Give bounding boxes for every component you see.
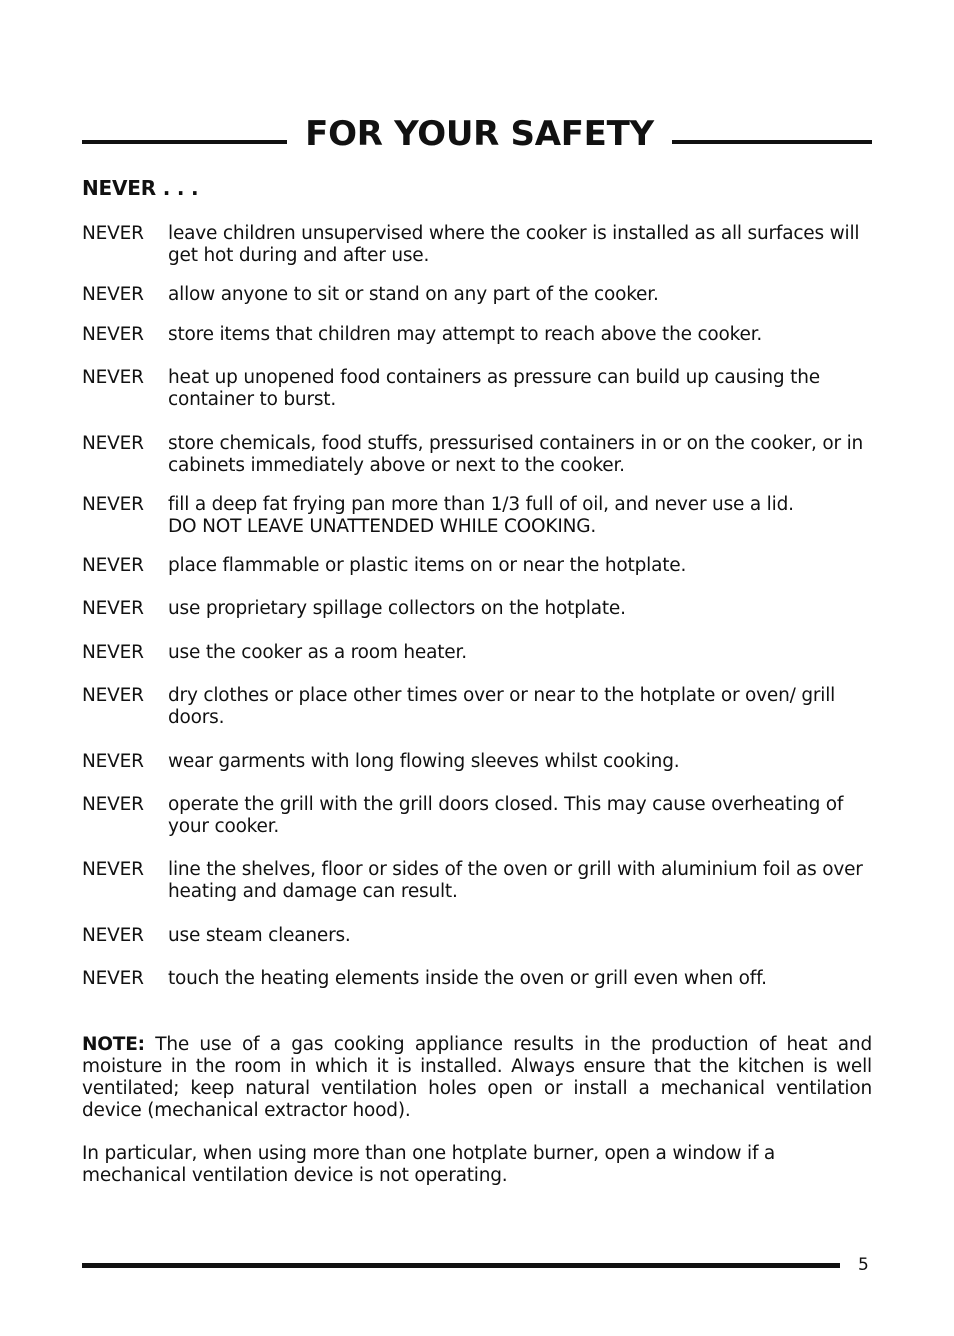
- page-number: 5: [858, 1255, 869, 1275]
- ventilation-paragraph: In particular, when using more than one hotplate burner, open a window if a mechanical ventilation device is not operating.: [82, 1143, 776, 1186]
- item-warning-text: DO NOT LEAVE UNATTENDED WHILE COOKING.: [168, 516, 597, 537]
- item-text: wear garments with long flowing sleeves whilst cooking.: [168, 751, 680, 772]
- page-title: FOR YOUR SAFETY: [305, 114, 654, 154]
- note-paragraph: [82, 1034, 872, 1122]
- item-keyword: NEVER: [82, 555, 144, 576]
- item-text: use proprietary spillage collectors on the hotplate.: [168, 598, 626, 619]
- item-text: place flammable or plastic items on or near the hotplate.: [168, 555, 687, 576]
- note-text: The use of a gas cooking appliance results in the production of heat and moisture in the room in which it is installed. Always ensure that the kitchen is well ventilated; keep natural ventilation holes open or install a mechanical ventilation device (mechanical extractor hood).: [82, 1034, 872, 1121]
- item-keyword: NEVER: [82, 642, 144, 663]
- item-text: leave children unsupervised where the cooker is installed as all surfaces will get hot during and after use.: [168, 223, 860, 266]
- item-keyword: NEVER: [82, 751, 144, 772]
- item-keyword: NEVER: [82, 598, 144, 619]
- item-keyword: NEVER: [82, 284, 144, 305]
- item-keyword: NEVER: [82, 685, 144, 706]
- item-text: line the shelves, floor or sides of the oven or grill with aluminium foil as over heating and damage can result.: [168, 859, 863, 902]
- item-keyword: NEVER: [82, 794, 144, 815]
- item-keyword: NEVER: [82, 367, 144, 388]
- item-keyword: NEVER: [82, 859, 144, 880]
- title-row: [82, 112, 872, 158]
- item-text: touch the heating elements inside the oven or grill even when off.: [168, 968, 767, 989]
- item-text-block: [168, 494, 868, 538]
- item-text: store chemicals, food stuffs, pressurised containers in or on the cooker, or in cabinets immediately above or next to the cooker.: [168, 433, 864, 476]
- title-rule-left: [82, 140, 287, 144]
- item-text: allow anyone to sit or stand on any part of the cooker.: [168, 284, 659, 305]
- title-rule-right: [672, 140, 872, 144]
- item-keyword: NEVER: [82, 433, 144, 454]
- item-text: heat up unopened food containers as pressure can build up causing the container to burst.: [168, 367, 820, 410]
- item-text: use steam cleaners.: [168, 925, 351, 946]
- footer-rule: [82, 1263, 840, 1268]
- item-text: operate the grill with the grill doors closed. This may cause overheating of your cooker.: [168, 794, 844, 837]
- item-text: store items that children may attempt to reach above the cooker.: [168, 324, 763, 345]
- note-label: NOTE:: [82, 1034, 145, 1055]
- item-keyword: NEVER: [82, 925, 144, 946]
- item-text: use the cooker as a room heater.: [168, 642, 467, 663]
- item-keyword: NEVER: [82, 494, 144, 515]
- item-keyword: NEVER: [82, 968, 144, 989]
- item-keyword: NEVER: [82, 223, 144, 244]
- item-text: fill a deep fat frying pan more than 1/3 full of oil, and never use a lid.: [168, 494, 794, 515]
- item-text: dry clothes or place other times over or near to the hotplate or oven/ grill doors.: [168, 685, 836, 728]
- item-keyword: NEVER: [82, 324, 144, 345]
- section-heading: NEVER . . .: [82, 176, 199, 200]
